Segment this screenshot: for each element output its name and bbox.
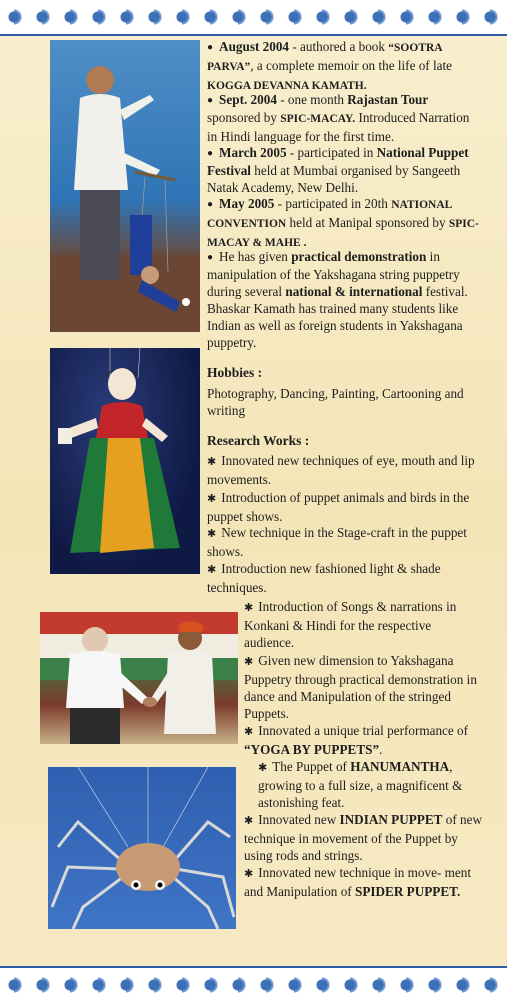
hobbies-text: Photography, Dancing, Painting, Cartooning and writing xyxy=(207,386,464,418)
research-item-text: Introduction new fashioned light & shade techniques. xyxy=(207,561,441,595)
bullet-icon xyxy=(207,196,219,211)
asterisk-icon xyxy=(244,653,258,668)
paragraph-text: in manipulation of the Yakshagana string puppetry during several xyxy=(207,249,460,299)
asterisk-icon xyxy=(207,490,221,505)
paragraph-bold: practical demonstration xyxy=(291,249,427,264)
entry-text: held at Mumbai organised by Sangeeth Natak Academy, New Delhi. xyxy=(207,163,461,195)
asterisk-icon xyxy=(244,599,258,614)
research-item-text: of new technique in movement of the Puppet by using rods and strings. xyxy=(244,812,483,863)
research-item xyxy=(207,489,482,525)
entry-title: Rajastan Tour xyxy=(347,92,429,107)
research-item-text: Innovated new techniques of eye, mouth and lip movements. xyxy=(207,453,475,487)
research-item-yoga xyxy=(244,722,484,758)
entry-date: Sept. 2004 xyxy=(219,92,277,107)
photo-puppeteer-with-marionette xyxy=(50,40,200,332)
entry-text: Introduced Narration in Hindi language for the first time. xyxy=(207,110,470,144)
timeline-entry-sept-2004 xyxy=(207,91,482,145)
research-item-text: New technique in the Stage-craft in the puppet shows. xyxy=(207,525,467,559)
bullet-icon xyxy=(207,39,219,54)
research-item-text: Introduction of Songs & narrations in Konkani & Hindi for the respective audience. xyxy=(244,599,457,650)
research-item-hanumantha xyxy=(258,758,486,811)
asterisk-icon xyxy=(244,812,258,827)
research-item-text: The Puppet of xyxy=(272,759,351,774)
paragraph-text: He has given xyxy=(219,249,292,264)
research-item-spider-puppet xyxy=(244,864,484,900)
decorative-top-border xyxy=(0,0,507,36)
entry-title: National Puppet Festival xyxy=(207,145,469,178)
asterisk-icon xyxy=(207,561,221,576)
research-item-text: Innovated a unique trial performance of xyxy=(258,723,469,738)
research-item-text: Innovated new technique in move- ment and Manipulation of xyxy=(244,865,471,899)
research-item-text: Innovated new xyxy=(258,812,340,827)
asterisk-icon xyxy=(207,525,221,540)
entry-text: , a complete memoir on the life of late xyxy=(250,58,453,73)
research-item xyxy=(207,560,482,596)
photo-spider-puppet xyxy=(48,767,236,929)
research-item-indian-puppet xyxy=(244,811,484,864)
research-item-bold: HANUMANTHA xyxy=(350,759,450,774)
bullet-icon xyxy=(207,92,219,107)
research-item-text: , growing to a full size, a magnificent & astonishing feat. xyxy=(258,759,463,810)
timeline-entry-may-2005 xyxy=(207,195,482,252)
research-item xyxy=(207,452,482,488)
asterisk-icon xyxy=(258,759,272,774)
bullet-icon xyxy=(207,249,219,264)
photo-female-dancer-puppet xyxy=(50,348,200,574)
research-item-bold: “YOGA BY PUPPETS” xyxy=(244,742,380,757)
entry-text: - one month xyxy=(276,92,348,107)
entry-name: KOGGA DEVANNA KAMATH. xyxy=(207,80,367,92)
entry-date: August 2004 xyxy=(219,39,290,54)
research-item xyxy=(244,598,484,651)
asterisk-icon xyxy=(244,723,258,738)
research-item-text: . xyxy=(379,742,383,757)
paragraph-text: festival. Bhaskar Kamath has trained many students like Indian as well as foreign students in Yakshagana puppetry. xyxy=(207,284,468,350)
research-heading: Research Works : xyxy=(207,433,310,448)
entry-text: - authored a book xyxy=(289,39,389,54)
decorative-bottom-border xyxy=(0,966,507,1002)
photo-handshake-ceremony xyxy=(40,612,238,744)
asterisk-icon xyxy=(244,865,258,880)
entry-text: held at Manipal sponsored by xyxy=(286,215,449,230)
timeline-entry-aug-2004 xyxy=(207,38,482,95)
entry-text: sponsored by xyxy=(207,110,281,125)
entry-date: March 2005 xyxy=(219,145,287,160)
entry-name: SPIC-MACAY & MAHE . xyxy=(207,218,479,249)
research-item-bold: INDIAN PUPPET xyxy=(339,812,443,827)
hobbies-heading: Hobbies : xyxy=(207,365,263,380)
bullet-icon xyxy=(207,145,219,160)
research-item-bold: SPIDER PUPPET. xyxy=(354,884,461,899)
research-item xyxy=(244,652,484,722)
demonstration-paragraph xyxy=(207,248,482,351)
entry-text: - participated in 20th xyxy=(274,196,392,211)
research-item xyxy=(207,524,482,560)
entry-title: “SOOTRA PARVA” xyxy=(207,42,442,73)
research-item-text: Given new dimension to Yakshagana Puppetry through practical demonstration in dance and Manipulation of the stringed Puppets. xyxy=(244,653,477,721)
entry-text: - participated in xyxy=(286,145,377,160)
entry-date: May 2005 xyxy=(219,196,275,211)
entry-title: NATIONAL CONVENTION xyxy=(207,199,452,230)
research-item-text: Introduction of puppet animals and birds in the puppet shows. xyxy=(207,490,470,524)
paragraph-bold: national & international xyxy=(285,284,423,299)
entry-name: SPIC-MACAY. xyxy=(280,113,356,125)
asterisk-icon xyxy=(207,453,221,468)
timeline-entry-march-2005 xyxy=(207,144,482,196)
